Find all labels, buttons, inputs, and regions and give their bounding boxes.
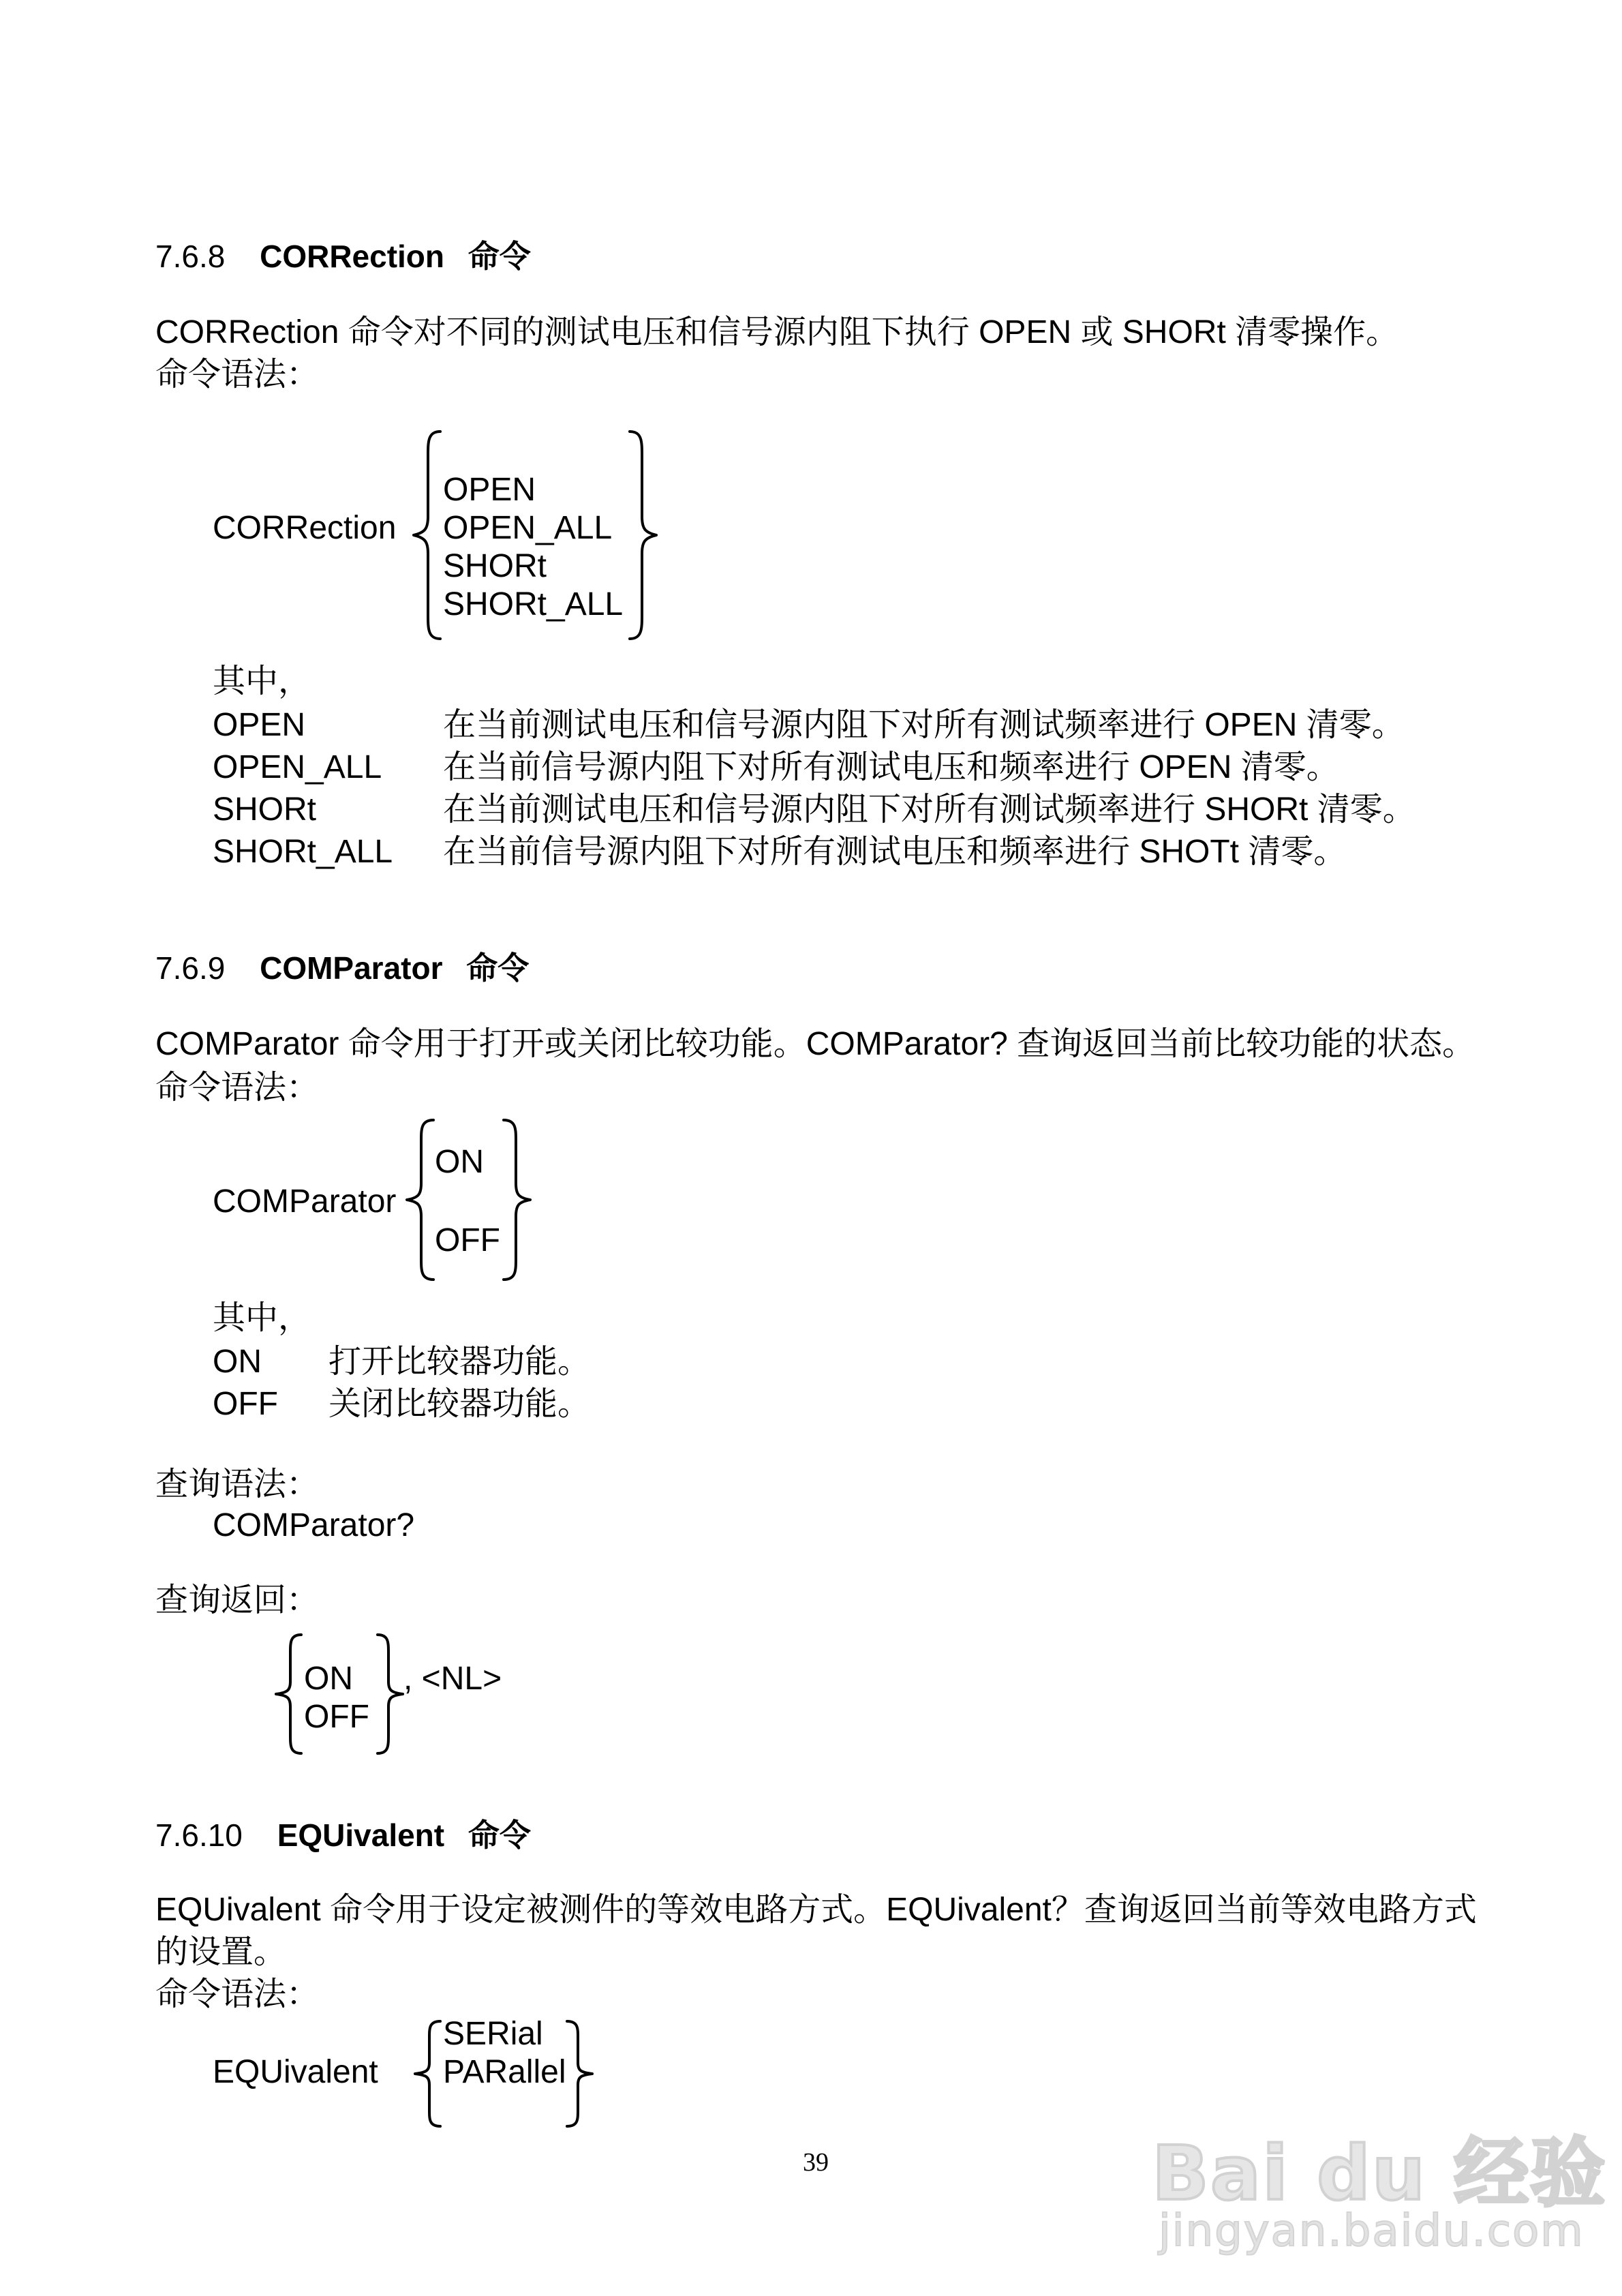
comparator-left-brace [402,1118,436,1282]
section-title: CORRection [260,239,444,274]
equivalent-left-brace [409,2019,443,2128]
param-desc-short-all: 在当前信号源内阻下对所有测试电压和频率进行 SHOTt 清零。 [443,834,1347,870]
correction-option-open-all: OPEN_ALL [443,510,613,546]
param-name-short: SHORt [213,791,317,828]
watermark-url: jingyan.baidu.com [1159,2206,1585,2256]
section-title: EQUivalent [277,1817,445,1853]
query-syntax-command: COMParator? [213,1507,415,1543]
equivalent-option-parallel: PARallel [443,2054,566,2090]
section-heading-equivalent [155,1816,531,1854]
param-name-off: OFF [213,1386,278,1422]
equivalent-description-line1: EQUivalent 命令用于设定被测件的等效电路方式。EQUivalent？查询返回当前等效电路方式 [155,1892,1477,1928]
param-desc-open-all: 在当前信号源内阻下对所有测试电压和频率进行 OPEN 清零。 [443,749,1339,785]
comparator-where-label: 其中， [213,1300,311,1336]
query-syntax-label: 查询语法： [155,1466,320,1502]
correction-option-short-all: SHORt_ALL [443,586,624,622]
query-return-label: 查询返回： [155,1582,320,1618]
equivalent-syntax-command: EQUivalent [213,2054,378,2090]
return-suffix: , <NL> [403,1661,502,1697]
return-left-brace [270,1633,304,1755]
comparator-option-off: OFF [435,1222,500,1258]
param-desc-off: 关闭比较器功能。 [328,1386,591,1422]
param-name-open: OPEN [213,707,306,743]
correction-left-brace [409,429,443,641]
param-name-on: ON [213,1344,262,1380]
comparator-description: COMParator 命令用于打开或关闭比较功能。COMParator? 查询返回当前比较功能的状态。 [155,1026,1475,1062]
page-number: 39 [803,2148,829,2177]
param-name-open-all: OPEN_ALL [213,749,382,785]
param-desc-open: 在当前测试电压和信号源内阻下对所有测试频率进行 OPEN 清零。 [443,707,1405,743]
correction-option-short: SHORt [443,548,547,584]
correction-option-open: OPEN [443,472,536,508]
param-desc-on: 打开比较器功能。 [328,1344,591,1380]
section-heading-comparator [155,949,529,987]
watermark-logo: Bai du 经验 [1152,2130,1607,2217]
equivalent-syntax-label: 命令语法： [155,1976,320,2012]
return-option-on: ON [304,1661,353,1697]
correction-description: CORRection 命令对不同的测试电压和信号源内阻下执行 OPEN 或 SHORt 清零操作。 [155,314,1399,350]
section-number: 7.6.9 [155,950,226,986]
section-title: COMParator [260,950,443,986]
equivalent-option-serial: SERial [443,2016,543,2052]
section-heading-correction [155,237,531,275]
section-title-suffix: 命令 [466,950,530,986]
section-title-suffix: 命令 [468,239,531,274]
correction-syntax-label: 命令语法： [155,357,320,393]
equivalent-right-brace [564,2019,598,2128]
comparator-syntax-label: 命令语法： [155,1070,320,1106]
comparator-syntax-command: COMParator [213,1183,397,1220]
return-option-off: OFF [304,1699,369,1735]
section-number: 7.6.10 [155,1817,243,1853]
param-desc-short: 在当前测试电压和信号源内阻下对所有测试频率进行 SHORt 清零。 [443,791,1416,828]
comparator-right-brace [501,1118,535,1282]
param-name-short-all: SHORt_ALL [213,834,393,870]
correction-where-label: 其中， [213,663,311,699]
comparator-option-on: ON [435,1144,484,1180]
equivalent-description-line2: 的设置。 [155,1934,287,1970]
correction-right-brace [627,429,661,641]
section-number: 7.6.8 [155,239,226,274]
correction-syntax-command: CORRection [213,510,397,546]
section-title-suffix: 命令 [468,1817,531,1853]
